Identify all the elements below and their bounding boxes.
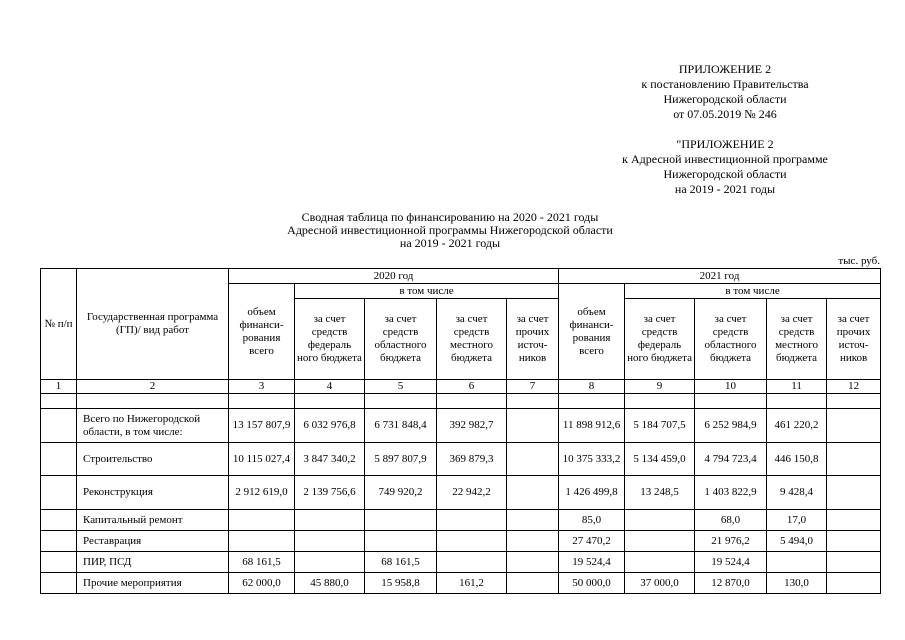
table-cell: 17,0 xyxy=(767,510,827,531)
table-cell: 15 958,8 xyxy=(365,573,437,594)
row-name: Строительство xyxy=(77,443,229,476)
col-header-federal-2020: за счет средств федераль ного бюджета xyxy=(295,299,365,380)
table-cell: 21 976,2 xyxy=(695,531,767,552)
column-number: 6 xyxy=(437,380,507,394)
table-cell: 130,0 xyxy=(767,573,827,594)
table-cell xyxy=(507,552,559,573)
title-line: Сводная таблица по финансированию на 2020 - 2021 годы xyxy=(301,210,599,224)
column-number: 2 xyxy=(77,380,229,394)
table-cell: 11 898 912,6 xyxy=(559,409,625,443)
appendix-subheader-line: Нижегородской области xyxy=(663,167,787,181)
table-cell xyxy=(229,531,295,552)
table-row xyxy=(41,476,881,510)
column-number: 1 xyxy=(41,380,77,394)
table-cell xyxy=(437,531,507,552)
table-cell: 37 000,0 xyxy=(625,573,695,594)
table-cell: 4 794 723,4 xyxy=(695,443,767,476)
row-number xyxy=(41,573,77,594)
table-cell xyxy=(827,531,881,552)
column-number: 7 xyxy=(507,380,559,394)
table-cell xyxy=(507,443,559,476)
row-name: ПИР, ПСД xyxy=(77,552,229,573)
financing-table xyxy=(40,268,881,594)
col-header-local-2021: за счет средств местного бюджета xyxy=(767,299,827,380)
table-cell: 446 150,8 xyxy=(767,443,827,476)
row-name: Всего по Нижегородской области, в том числе: xyxy=(77,409,229,443)
table-cell: 3 847 340,2 xyxy=(295,443,365,476)
table-cell xyxy=(827,510,881,531)
col-header-including-2020: в том числе xyxy=(295,284,559,299)
title-line: на 2019 - 2021 годы xyxy=(399,236,501,250)
row-number xyxy=(41,443,77,476)
table-cell xyxy=(365,510,437,531)
row-number xyxy=(41,476,77,510)
table-cell: 6 731 848,4 xyxy=(365,409,437,443)
table-cell xyxy=(229,510,295,531)
table-cell: 12 870,0 xyxy=(695,573,767,594)
row-number xyxy=(41,552,77,573)
row-name: Реконструкция xyxy=(77,476,229,510)
table-cell: 62 000,0 xyxy=(229,573,295,594)
table-cell: 85,0 xyxy=(559,510,625,531)
table-cell: 6 032 976,8 xyxy=(295,409,365,443)
table-cell: 161,2 xyxy=(437,573,507,594)
appendix-subheader-line: на 2019 - 2021 годы xyxy=(674,182,776,196)
table-row xyxy=(41,409,881,443)
col-header-local-2020: за счет средств местного бюджета xyxy=(437,299,507,380)
document-title xyxy=(150,211,750,250)
table-cell: 5 897 807,9 xyxy=(365,443,437,476)
table-row xyxy=(41,552,881,573)
table-cell xyxy=(767,552,827,573)
row-name: Капитальный ремонт xyxy=(77,510,229,531)
table-row xyxy=(41,531,881,552)
table-cell xyxy=(507,476,559,510)
table-cell: 68 161,5 xyxy=(229,552,295,573)
appendix-header-line: к постановлению Правительства xyxy=(641,77,809,91)
table-cell: 10 115 027,4 xyxy=(229,443,295,476)
table-cell: 5 494,0 xyxy=(767,531,827,552)
spacer-row xyxy=(41,394,881,409)
table-cell: 19 524,4 xyxy=(695,552,767,573)
table-cell xyxy=(827,552,881,573)
table-cell xyxy=(507,510,559,531)
column-number: 11 xyxy=(767,380,827,394)
table-row xyxy=(41,443,881,476)
table-cell xyxy=(625,531,695,552)
table-cell: 50 000,0 xyxy=(559,573,625,594)
table-cell xyxy=(827,409,881,443)
column-number: 8 xyxy=(559,380,625,394)
table-cell: 10 375 333,2 xyxy=(559,443,625,476)
table-cell xyxy=(295,510,365,531)
table-cell: 392 982,7 xyxy=(437,409,507,443)
appendix-header xyxy=(590,62,860,122)
table-cell: 9 428,4 xyxy=(767,476,827,510)
appendix-header-line: Нижегородской области xyxy=(663,92,787,106)
appendix-header-line: ПРИЛОЖЕНИЕ 2 xyxy=(678,62,772,76)
table-cell: 6 252 984,9 xyxy=(695,409,767,443)
column-number: 9 xyxy=(625,380,695,394)
table-cell xyxy=(295,552,365,573)
table-cell: 22 942,2 xyxy=(437,476,507,510)
table-cell xyxy=(827,443,881,476)
row-number xyxy=(41,531,77,552)
col-header-total-2020: объем финанси-рования всего xyxy=(229,284,295,380)
col-header-2020: 2020 год xyxy=(229,269,559,284)
appendix-subheader xyxy=(590,137,860,197)
appendix-subheader-line: к Адресной инвестиционной программе xyxy=(622,152,828,166)
column-number: 3 xyxy=(229,380,295,394)
col-header-regional-2021: за счет средств областного бюджета xyxy=(695,299,767,380)
column-number-row xyxy=(41,380,881,394)
table-row xyxy=(41,510,881,531)
table-cell: 27 470,2 xyxy=(559,531,625,552)
col-header-including-2021: в том числе xyxy=(625,284,881,299)
table-cell: 13 248,5 xyxy=(625,476,695,510)
appendix-header-line: от 07.05.2019 № 246 xyxy=(673,107,777,121)
column-number: 4 xyxy=(295,380,365,394)
col-header-program: Государственная программа (ГП)/ вид работ xyxy=(77,269,229,380)
table-cell: 13 157 807,9 xyxy=(229,409,295,443)
table-cell: 369 879,3 xyxy=(437,443,507,476)
row-number xyxy=(41,510,77,531)
table-cell xyxy=(507,531,559,552)
table-cell: 1 403 822,9 xyxy=(695,476,767,510)
column-number: 12 xyxy=(827,380,881,394)
row-number xyxy=(41,409,77,443)
table-cell: 45 880,0 xyxy=(295,573,365,594)
table-cell xyxy=(827,476,881,510)
table-cell xyxy=(437,552,507,573)
table-cell xyxy=(507,409,559,443)
table-cell: 68,0 xyxy=(695,510,767,531)
table-cell xyxy=(625,510,695,531)
table-cell: 2 139 756,6 xyxy=(295,476,365,510)
col-header-no: № п/п xyxy=(41,269,77,380)
table-cell: 749 920,2 xyxy=(365,476,437,510)
column-number: 10 xyxy=(695,380,767,394)
table-cell: 68 161,5 xyxy=(365,552,437,573)
col-header-other-2021: за счет прочих источ-ников xyxy=(827,299,881,380)
col-header-federal-2021: за счет средств федераль ного бюджета xyxy=(625,299,695,380)
table-cell: 461 220,2 xyxy=(767,409,827,443)
column-number: 5 xyxy=(365,380,437,394)
table-cell: 19 524,4 xyxy=(559,552,625,573)
col-header-2021: 2021 год xyxy=(559,269,881,284)
title-line: Адресной инвестиционной программы Нижегородской области xyxy=(287,223,613,237)
appendix-subheader-line: "ПРИЛОЖЕНИЕ 2 xyxy=(676,137,774,151)
col-header-total-2021: объем финанси-рования всего xyxy=(559,284,625,380)
row-name: Реставрация xyxy=(77,531,229,552)
table-cell xyxy=(507,573,559,594)
table-cell xyxy=(625,552,695,573)
table-cell xyxy=(437,510,507,531)
table-cell: 5 184 707,5 xyxy=(625,409,695,443)
row-name: Прочие мероприятия xyxy=(77,573,229,594)
table-cell xyxy=(827,573,881,594)
table-cell: 5 134 459,0 xyxy=(625,443,695,476)
table-cell: 1 426 499,8 xyxy=(559,476,625,510)
table-cell xyxy=(365,531,437,552)
unit-label: тыс. руб. xyxy=(838,255,880,267)
table-cell xyxy=(295,531,365,552)
col-header-other-2020: за счет прочих источ-ников xyxy=(507,299,559,380)
table-row xyxy=(41,573,881,594)
col-header-regional-2020: за счет средств областного бюджета xyxy=(365,299,437,380)
table-cell: 2 912 619,0 xyxy=(229,476,295,510)
